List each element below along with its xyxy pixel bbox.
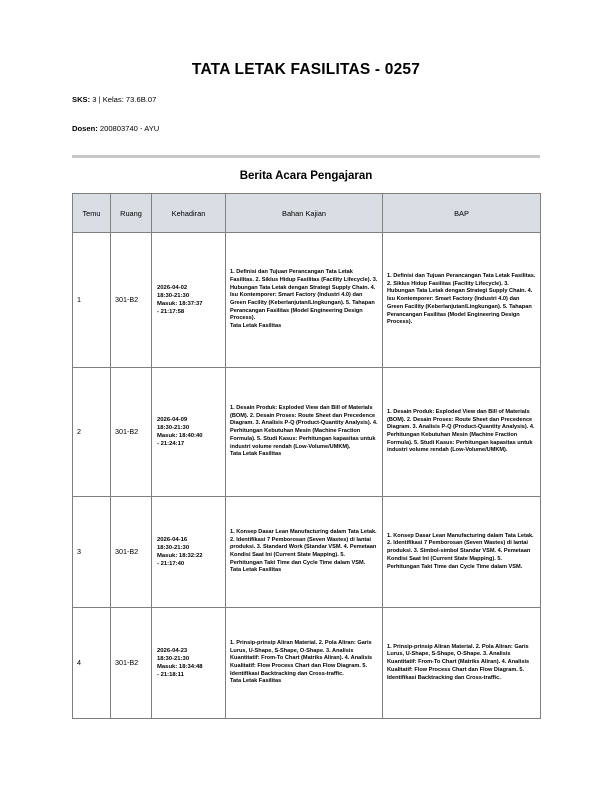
bahan-text: 1. Desain Produk: Exploded View dan Bill of Materials (BOM). 2. Desain Proses: Route Sheet dan Precedence Diagram. 3. Analisis P-Q (Product-Quantity Analysis). 4. Perhitungan Kebutuhan Mesin (Machine Fraction Formula). 5. Studi Kasus: Perhitungan kapasitas untuk industri volume rendah (Low-Volume/UMKM). — [230, 404, 378, 450]
cell-ruang: 301-B2 — [111, 608, 152, 719]
bahan-subject: Tata Letak Fasilitas — [230, 451, 282, 458]
section-title: Berita Acara Pengajaran — [239, 170, 373, 182]
kehadiran-date: 2026-04-16 — [157, 536, 188, 543]
table-header-row — [73, 194, 541, 233]
cell-bahan-kajian — [226, 368, 383, 497]
cell-bap: 1. Desain Produk: Exploded View dan Bill of Materials (BOM). 2. Desain Proses: Route Sheet dan Precedence Diagram. 3. Analisis P-Q (Product-Quantity Analysis). 4. Perhitungan Kebutuhan Mesin (Machine Fraction Formula). 5. Studi Kasus: Perhitungan kapasitas untuk industri volume rendah (Low-Volume/UMKM). — [383, 368, 541, 497]
cell-bahan-kajian — [226, 497, 383, 608]
cell-bahan-kajian — [226, 608, 383, 719]
kehadiran-out: - 21:18:11 — [157, 672, 184, 679]
cell-bahan-kajian — [226, 233, 383, 368]
cell-ruang: 301-B2 — [111, 497, 152, 608]
bahan-subject: Tata Letak Fasilitas — [230, 678, 282, 685]
cell-temu: 3 — [73, 497, 111, 608]
header-bahan-kajian: Bahan Kajian — [226, 194, 383, 233]
cell-kehadiran — [152, 608, 226, 719]
kehadiran-time: 18:30-21:30 — [157, 544, 190, 551]
kehadiran-in: Masuk: 18:40:40 — [157, 433, 203, 439]
kehadiran-out: - 21:17:58 — [157, 309, 185, 316]
divider — [72, 155, 540, 158]
table-row — [73, 497, 541, 608]
kehadiran-in: Masuk: 18:34:48 — [157, 664, 203, 670]
cell-kehadiran — [152, 233, 226, 368]
sks-value: 3 | Kelas: 73.6B.07 — [92, 95, 157, 104]
kehadiran-time: 18:30-21:30 — [157, 424, 190, 431]
cell-bap: 1. Definisi dan Tujuan Perancangan Tata Letak Fasilitas. 2. Siklus Hidup Fasilitas (Facility Lifecycle). 3. Hubungan Tata Letak dengan Strategi Supply Chain. 4. Isu Kontemporer: Smart Factory (Industri 4.0) dan Green Facility (Keberlanjutan/Lingkungan). 5. Tahapan Perancangan Fasilitas (Model Engineering Design Process). — [383, 233, 541, 368]
cell-temu: 2 — [73, 368, 111, 497]
table-row — [73, 233, 541, 368]
header-kehadiran: Kehadiran — [152, 194, 226, 233]
bahan-subject: Tata Letak Fasilitas — [230, 323, 282, 330]
kehadiran-date: 2026-04-09 — [157, 416, 188, 423]
cell-bap: 1. Prinsip-prinsip Aliran Material. 2. Pola Aliran: Garis Lurus, U-Shape, S-Shape, O-Shape. 3. Analisis Kuantitatif: From-To Chart (Matriks Aliran). 4. Analisis Kualitatif: Flow Process Chart dan Flow Diagram. 5. Identifikasi Backtracking dan Cross-traffic. — [383, 608, 541, 719]
sks-kelas-line — [72, 95, 156, 104]
kehadiran-out: - 21:24:17 — [157, 441, 185, 448]
kehadiran-time: 18:30-21:30 — [157, 292, 190, 299]
cell-bap: 1. Konsep Dasar Lean Manufacturing dalam Tata Letak. 2. Identifikasi 7 Pemborosan (Seven Wastes) di lantai produksi. 3. Simbol-simbol Standar VSM. 4. Pemetaan Kondisi Saat Ini (Current State Mapping). 5. Perhitungan Takt Time dan Cycle Time dalam VSM. — [383, 497, 541, 608]
dosen-line — [72, 124, 159, 133]
cell-kehadiran — [152, 368, 226, 497]
kehadiran-in: Masuk: 18:37:37 — [157, 301, 203, 307]
header-ruang: Ruang — [111, 194, 152, 233]
header-bap: BAP — [383, 194, 541, 233]
kehadiran-date: 2026-04-23 — [157, 647, 188, 654]
kehadiran-date: 2026-04-02 — [157, 284, 188, 291]
bahan-text: 1. Prinsip-prinsip Aliran Material. 2. Pola Aliran: Garis Lurus, U-Shape, S-Shape, O-Shape. 3. Analisis Kuantitatif: From-To Chart (Matriks Aliran). 4. Analisis Kualitatif: Flow Process Chart dan Flow Diagram. 5. Identifikasi Backtracking dan Cross-traffic. — [230, 639, 373, 677]
kehadiran-time: 18:30-21:30 — [157, 655, 190, 662]
bahan-text: 1. Definisi dan Tujuan Perancangan Tata Letak Fasilitas. 2. Siklus Hidup Fasilitas (Facility Lifecycle). 3. Hubungan Tata Letak dengan Strategi Supply Chain. 4. Isu Kontemporer: Smart Factory (Industri 4.0) dan Green Facility (Keberlanjutan/Lingkungan). 5. Tahapan Perancangan Fasilitas (Model Engineering Design Process). — [230, 269, 378, 322]
page-title: TATA LETAK FASILITAS - 0257 — [191, 61, 421, 78]
header-temu: Temu — [73, 194, 111, 233]
kehadiran-in: Masuk: 18:32:22 — [157, 553, 203, 559]
cell-ruang: 301-B2 — [111, 233, 152, 368]
dosen-label: Dosen: — [72, 124, 98, 133]
kehadiran-out: - 21:17:40 — [157, 561, 185, 568]
cell-ruang: 301-B2 — [111, 368, 152, 497]
bap-table — [72, 193, 541, 719]
cell-kehadiran — [152, 497, 226, 608]
bahan-text: 1. Konsep Dasar Lean Manufacturing dalam Tata Letak. 2. Identifikasi 7 Pemborosan (Seven Wastes) di lantai produksi. 3. Standard Work (Standar VSM. 4. Pemetaan Kondisi Saat Ini (Current State Mapping). 5. Perhitungan Takt Time dan Cycle Time dalam VSM. — [230, 528, 377, 566]
sks-label: SKS: — [72, 95, 91, 104]
cell-temu: 1 — [73, 233, 111, 368]
cell-temu: 4 — [73, 608, 111, 719]
table-row — [73, 368, 541, 497]
dosen-value: 200803740 - AYU — [99, 124, 160, 133]
table-row — [73, 608, 541, 719]
bahan-subject: Tata Letak Fasilitas — [230, 567, 282, 574]
